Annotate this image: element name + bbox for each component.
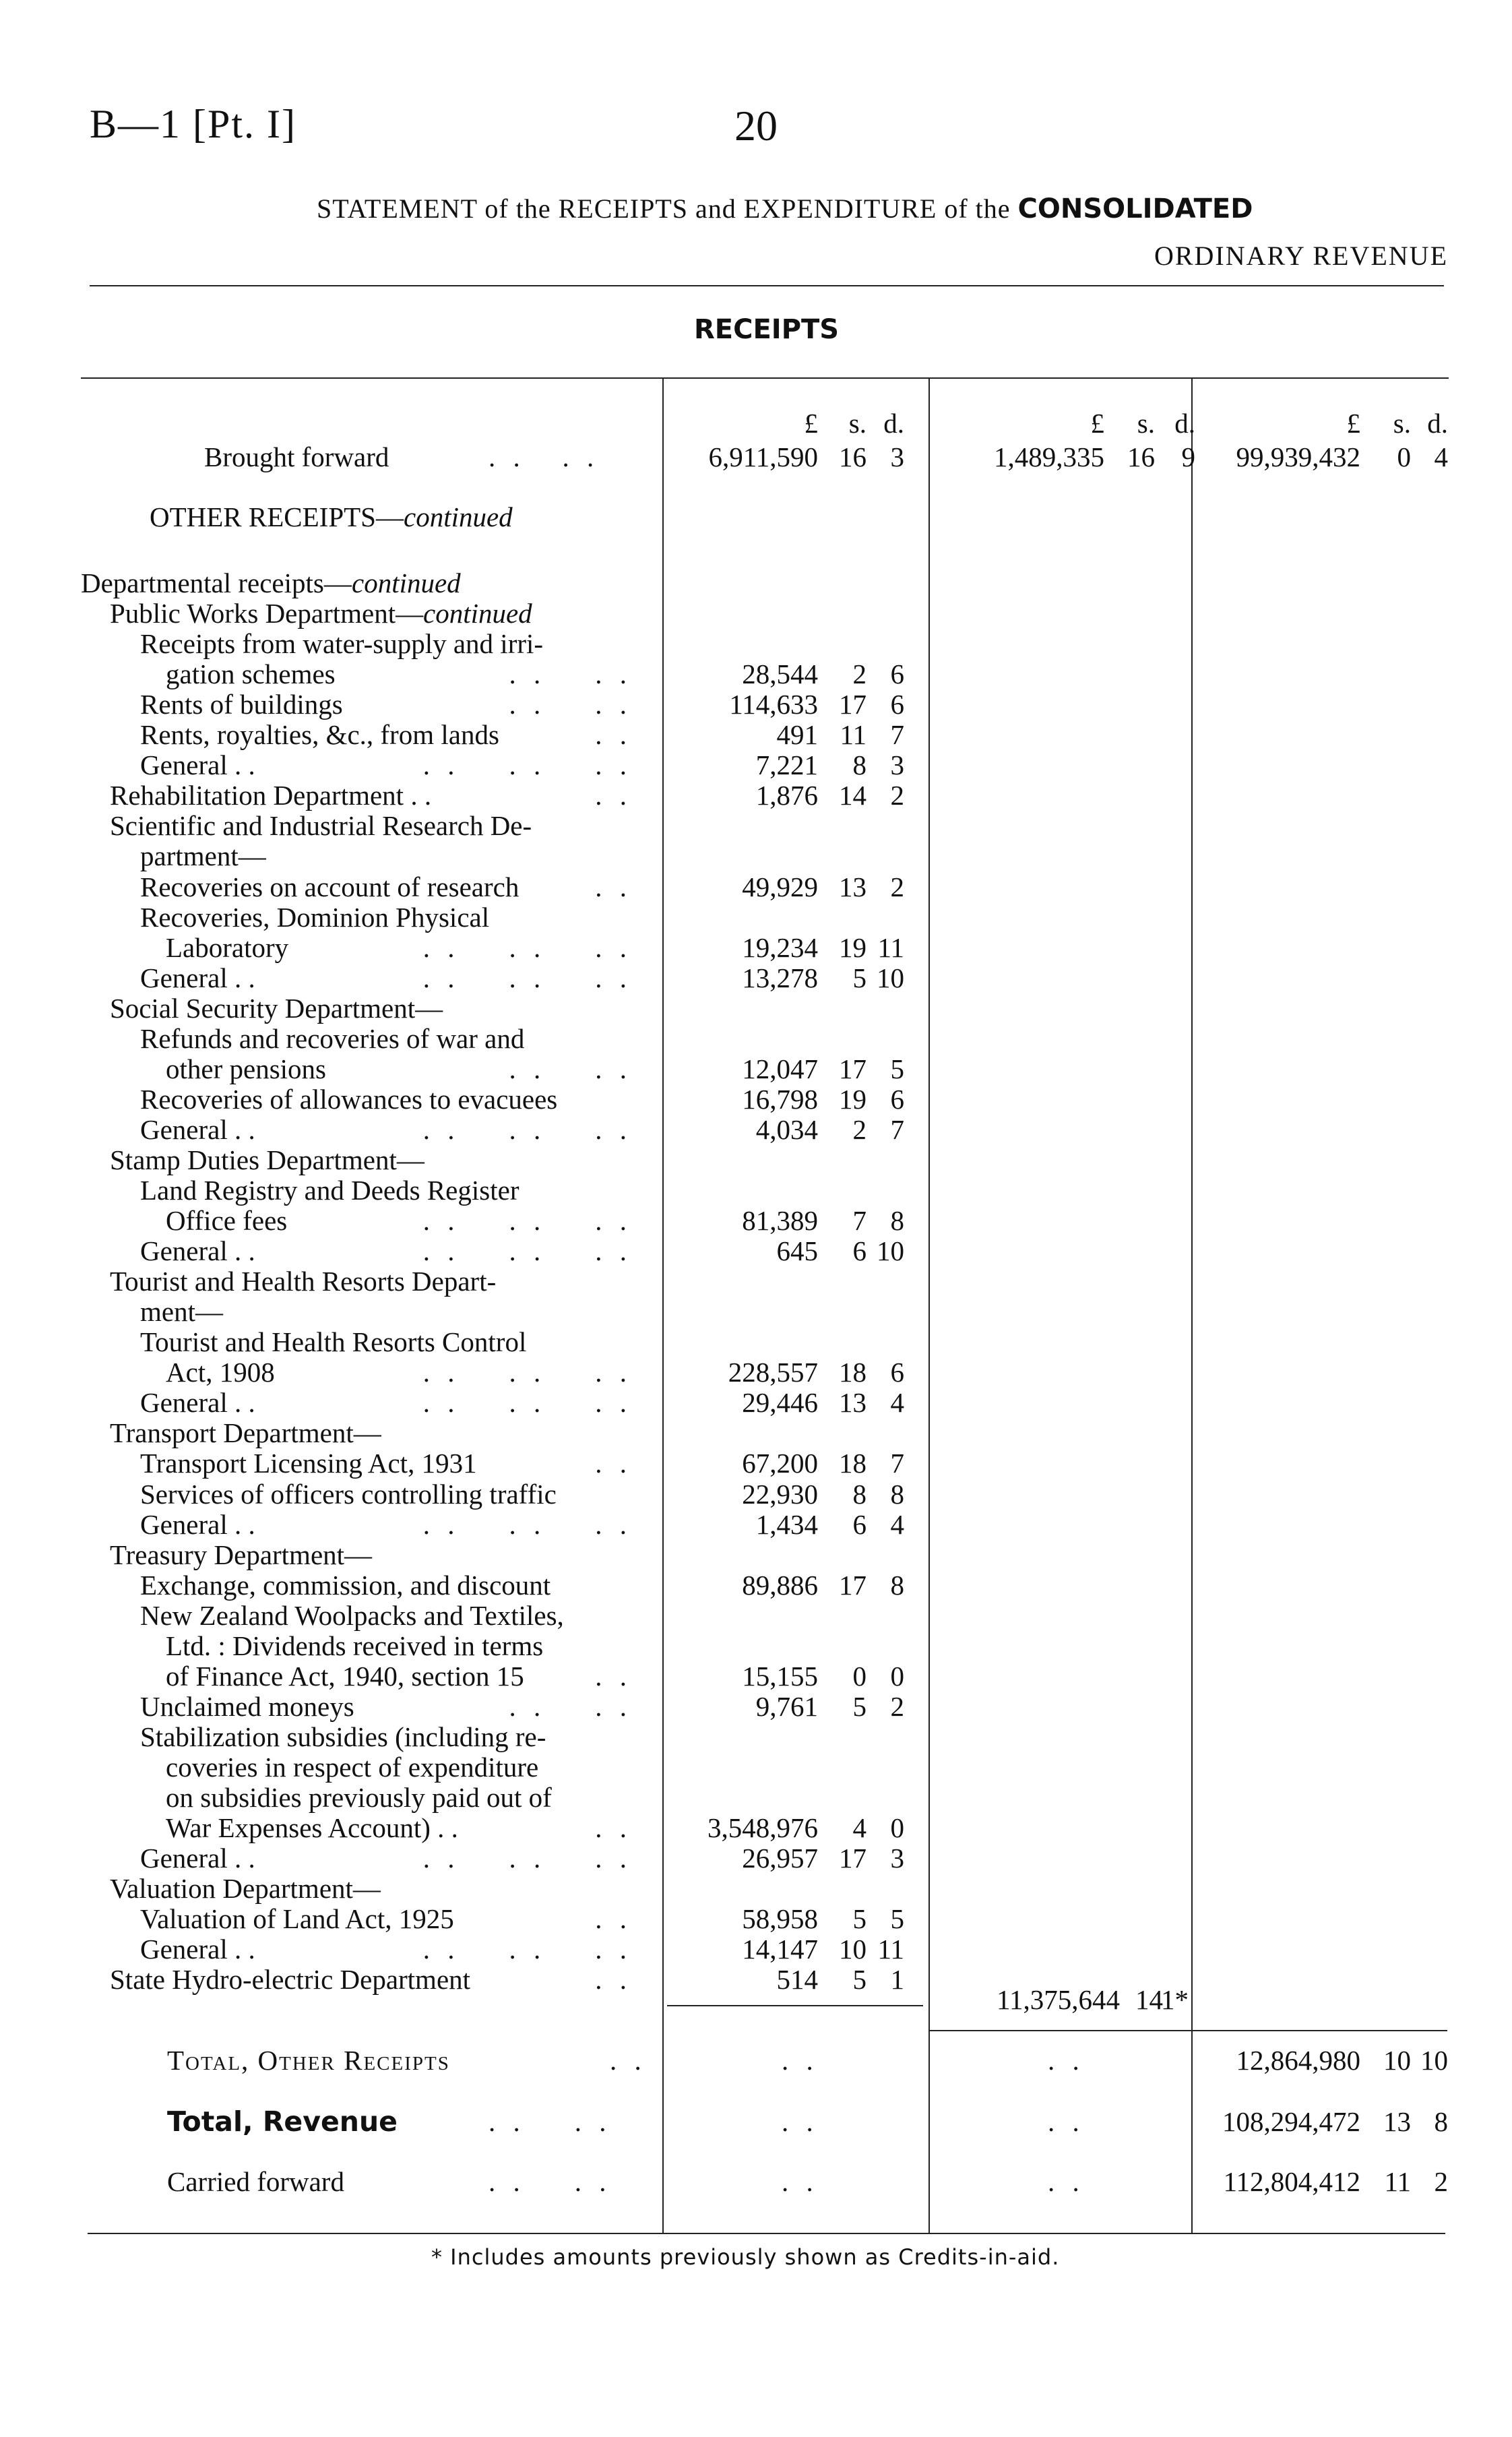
amount-pounds: 81,389 [742, 1205, 818, 1237]
amount-pounds: 15,155 [742, 1660, 818, 1692]
amount-shillings: 5 [852, 1964, 867, 1996]
leader-dots: . . [595, 1660, 632, 1692]
brought-forward-label: Brought forward [204, 441, 389, 472]
amount-pence: 4 [890, 1508, 904, 1540]
line-label: Valuation Department— [110, 1873, 381, 1905]
leader-dots: . . . . . . [422, 1934, 632, 1965]
amount-shillings: 4 [852, 1812, 867, 1844]
line-label: Valuation of Land Act, 1925 [140, 1903, 454, 1935]
list-item [0, 1722, 1512, 1752]
line-label: General . . [140, 1843, 255, 1874]
line-label: Refunds and recoveries of war and [140, 1022, 525, 1054]
amount-shillings: 6 [852, 1508, 867, 1540]
amount-pence: 3 [890, 749, 904, 781]
line-label: Laboratory [166, 931, 289, 963]
line-label: Treasury Department— [110, 1539, 373, 1570]
amount-shillings: 5 [852, 962, 867, 993]
line-label-italic: continued [352, 567, 461, 598]
amount-shillings: 14 [839, 780, 867, 811]
brought-forward-col1-pounds: 6,911,590 [708, 441, 818, 472]
amount-pence: 6 [890, 1083, 904, 1115]
brought-forward-col2-pence: 9 [1181, 441, 1195, 472]
leader-dots: . . . . [509, 1053, 632, 1084]
leader-dots: . . [595, 1903, 632, 1935]
line-label: General . . [140, 962, 255, 993]
amount-pence: 4 [890, 1387, 904, 1419]
line-label: Services of officers controlling traffic [140, 1478, 557, 1510]
brought-forward-col2-pounds: 1,489,335 [994, 441, 1104, 472]
brought-forward-col3-pence: 4 [1434, 441, 1448, 472]
list-item [0, 750, 1512, 780]
amount-pence: 7 [890, 1113, 904, 1145]
line-label: Rents, royalties, &c., from lands [140, 719, 499, 751]
leader-dots: . . . . . . [422, 1113, 632, 1145]
amount-pounds: 22,930 [742, 1478, 818, 1510]
line-label: Office fees [166, 1205, 288, 1237]
total-shillings: 13 [1383, 2106, 1411, 2137]
total-shillings: 11 [1384, 2166, 1411, 2197]
amount-pence: 10 [877, 1235, 904, 1267]
page-number: 20 [734, 102, 778, 150]
line-label: gation schemes [166, 658, 336, 690]
empty-cell-dots: . . [1048, 2045, 1085, 2076]
leader-dots: . . . . . . [422, 1843, 632, 1874]
amount-pence: 6 [890, 658, 904, 690]
line-label-italic: continued [423, 598, 532, 629]
amount-pounds: 114,633 [729, 689, 818, 720]
amount-pounds: 58,958 [742, 1903, 818, 1935]
list-item [0, 933, 1512, 963]
total-rule-col2 [928, 2030, 1191, 2031]
amount-pounds: 67,200 [742, 1448, 818, 1479]
line-label: on subsidies previously paid out of [166, 1782, 552, 1813]
list-item [0, 1054, 1512, 1084]
amount-shillings: 17 [839, 1843, 867, 1874]
leader-dots: . . [595, 871, 632, 902]
amount-pounds: 89,886 [742, 1569, 818, 1601]
line-label: Rehabilitation Department . . [110, 780, 432, 811]
amount-pence: 5 [890, 1903, 904, 1935]
subtotal-pence: 1* [1161, 1984, 1189, 2015]
amount-shillings: 19 [839, 1083, 867, 1115]
list-item [0, 1084, 1512, 1115]
leader-dots: . . . . [489, 2166, 612, 2197]
list-item [0, 1479, 1512, 1510]
amount-pounds: 49,929 [742, 871, 818, 902]
amount-pence: 10 [877, 962, 904, 993]
amount-shillings: 13 [839, 1387, 867, 1419]
line-label: ment— [140, 1296, 223, 1328]
line-label: General . . [140, 749, 255, 781]
leader-dots: . . [595, 1448, 632, 1479]
statement-title [317, 193, 1449, 224]
amount-pence: 11 [877, 1934, 904, 1965]
shilling-header: s. [1137, 408, 1155, 439]
total-rule-col3 [1191, 2030, 1447, 2031]
list-item [0, 1904, 1512, 1934]
list-item [0, 1175, 1512, 1206]
leader-dots: . . . . . . [422, 749, 632, 781]
amount-shillings: 2 [852, 1113, 867, 1145]
shilling-header: s. [1393, 408, 1411, 439]
amount-pounds: 28,544 [742, 658, 818, 690]
list-item [0, 1448, 1512, 1479]
amount-pounds: 1,434 [755, 1508, 818, 1540]
empty-cell-dots: . . [782, 2166, 819, 2197]
leader-dots: . . . . [489, 2106, 612, 2137]
leader-dots: . . . . [489, 441, 600, 472]
subtotal-pounds: 11,375,644 [997, 1984, 1120, 2015]
amount-shillings: 5 [852, 1690, 867, 1722]
line-label: Social Security Department— [110, 992, 443, 1024]
bottom-rule [88, 2233, 1445, 2234]
brought-forward-col1-pence: 3 [890, 441, 904, 472]
leader-dots: . . . . . . [422, 931, 632, 963]
line-label: Receipts from water-supply and irri- [140, 628, 544, 660]
currency-header-row [0, 408, 1512, 439]
amount-pence: 6 [890, 689, 904, 720]
line-label: Act, 1908 [166, 1357, 275, 1388]
footnote: * Includes amounts previously shown as Credits-in-aid. [431, 2244, 1060, 2270]
list-item [0, 1145, 1512, 1175]
amount-pounds: 9,761 [755, 1690, 818, 1722]
amount-pence: 2 [890, 871, 904, 902]
list-item [0, 1388, 1512, 1418]
line-label: Exchange, commission, and discount [140, 1569, 551, 1601]
pence-header: d. [1174, 408, 1195, 439]
empty-cell-dots: . . [782, 2106, 819, 2137]
section-heading: RECEIPTS [694, 314, 840, 345]
list-item [0, 1206, 1512, 1236]
list-item [0, 568, 1512, 598]
amount-shillings: 17 [839, 689, 867, 720]
amount-shillings: 2 [852, 658, 867, 690]
subtotal-row [0, 1985, 1512, 2015]
amount-pounds: 514 [776, 1964, 818, 1996]
amount-pence: 2 [890, 1690, 904, 1722]
amount-pounds: 7,221 [755, 749, 818, 781]
line-label: War Expenses Account) . . [166, 1812, 458, 1844]
amount-pounds: 29,446 [742, 1387, 818, 1419]
list-item [0, 1510, 1512, 1540]
list-item [0, 1692, 1512, 1722]
line-label: Scientific and Industrial Research De- [110, 810, 532, 842]
empty-cell-dots: . . [1048, 2166, 1085, 2197]
amount-shillings: 13 [839, 871, 867, 902]
amount-pence: 5 [890, 1053, 904, 1084]
header-rule [81, 377, 1449, 379]
amount-pounds: 1,876 [755, 780, 818, 811]
list-item [0, 1752, 1512, 1783]
total-pence: 2 [1434, 2166, 1448, 2197]
list-item [0, 1661, 1512, 1692]
other-receipts-prefix: OTHER RECEIPTS— [150, 501, 404, 532]
list-item [0, 1570, 1512, 1601]
amount-shillings: 0 [852, 1660, 867, 1692]
amount-pounds: 16,798 [742, 1083, 818, 1115]
leader-dots: . . [595, 1964, 632, 1996]
list-item [0, 1843, 1512, 1874]
amount-pence: 1 [890, 1964, 904, 1996]
leader-dots: . . [610, 2045, 647, 2076]
line-label: State Hydro-electric Department [110, 1964, 471, 1996]
list-item [0, 1601, 1512, 1631]
list-item [0, 689, 1512, 720]
brought-forward-col1-shillings: 16 [839, 441, 867, 472]
pound-header: £ [1090, 408, 1104, 439]
line-label: Stamp Duties Department— [110, 1144, 424, 1175]
list-item [0, 1236, 1512, 1266]
brought-forward-col3-pounds: 99,939,432 [1236, 441, 1360, 472]
amount-pence: 11 [877, 931, 904, 963]
line-label: coveries in respect of expenditure [166, 1751, 539, 1783]
list-item [0, 1934, 1512, 1965]
amount-shillings: 8 [852, 749, 867, 781]
line-label: Tourist and Health Resorts Control [140, 1326, 527, 1358]
line-label: General . . [140, 1934, 255, 1965]
amount-shillings: 17 [839, 1569, 867, 1601]
list-item [0, 1357, 1512, 1388]
list-item [0, 963, 1512, 993]
empty-cell-dots: . . [1048, 2106, 1085, 2137]
leader-dots: . . . . . . [422, 1508, 632, 1540]
line-label: General . . [140, 1387, 255, 1419]
list-item [0, 598, 1512, 629]
leader-dots: . . . . . . [422, 1205, 632, 1237]
leader-dots: . . . . . . [422, 1235, 632, 1267]
leader-dots: . . . . . . [422, 1357, 632, 1388]
list-item [0, 993, 1512, 1024]
line-label: General . . [140, 1508, 255, 1540]
amount-pence: 6 [890, 1357, 904, 1388]
leader-dots: . . [595, 1812, 632, 1844]
line-label: Departmental receipts— [81, 567, 352, 598]
list-item [0, 872, 1512, 902]
amount-pence: 8 [890, 1569, 904, 1601]
line-label: Land Registry and Deeds Register [140, 1175, 519, 1206]
pound-header: £ [1346, 408, 1360, 439]
amount-pounds: 14,147 [742, 1934, 818, 1965]
line-label: partment— [140, 840, 266, 872]
line-label: Transport Department— [110, 1417, 381, 1449]
title-bold: CONSOLIDATED [1017, 193, 1253, 224]
amount-pence: 7 [890, 1448, 904, 1479]
leader-dots: . . [595, 719, 632, 751]
line-label: Recoveries of allowances to evacuees [140, 1083, 558, 1115]
title-rule [90, 285, 1444, 286]
line-label: Recoveries on account of research [140, 871, 519, 902]
amount-shillings: 18 [839, 1357, 867, 1388]
list-item [0, 902, 1512, 933]
total-shillings: 10 [1383, 2045, 1411, 2076]
total-pence: 8 [1434, 2106, 1448, 2137]
line-label: Unclaimed moneys [140, 1690, 354, 1722]
list-item [0, 1327, 1512, 1357]
line-label: Ltd. : Dividends received in terms [166, 1630, 544, 1661]
total-pounds: 112,804,412 [1223, 2166, 1360, 2197]
amount-pence: 2 [890, 780, 904, 811]
amount-shillings: 6 [852, 1235, 867, 1267]
leader-dots: . . [595, 780, 632, 811]
amount-pounds: 491 [776, 719, 818, 751]
line-label: Public Works Department— [110, 598, 424, 629]
list-item [0, 1266, 1512, 1297]
leader-dots: . . . . [509, 658, 632, 690]
line-label: Stabilization subsidies (including re- [140, 1721, 546, 1752]
amount-shillings: 11 [840, 719, 867, 751]
total-row [0, 2167, 1512, 2197]
amount-pounds: 3,548,976 [707, 1812, 818, 1844]
list-item [0, 1631, 1512, 1661]
amount-shillings: 17 [839, 1053, 867, 1084]
line-label: General . . [140, 1235, 255, 1267]
list-item [0, 1024, 1512, 1054]
statement-subtitle: ORDINARY REVENUE [1154, 241, 1448, 271]
amount-pounds: 19,234 [742, 931, 818, 963]
amount-shillings: 5 [852, 1903, 867, 1935]
amount-shillings: 8 [852, 1478, 867, 1510]
subtotal-shillings: 14 [1135, 1984, 1163, 2015]
amount-shillings: 18 [839, 1448, 867, 1479]
brought-forward-col2-shillings: 16 [1127, 441, 1155, 472]
amount-shillings: 7 [852, 1205, 867, 1237]
total-pence: 10 [1420, 2045, 1448, 2076]
leader-dots: . . . . [509, 689, 632, 720]
brought-forward-row [0, 442, 1512, 472]
other-receipts-heading [0, 502, 1512, 532]
leader-dots: . . . . [509, 1690, 632, 1722]
amount-pounds: 26,957 [742, 1843, 818, 1874]
pence-header: d. [883, 408, 904, 439]
title-prefix: STATEMENT of the RECEIPTS and EXPENDITURE of the [317, 193, 1011, 224]
list-item [0, 629, 1512, 659]
total-label: Total, Other Receipts [167, 2045, 450, 2076]
amount-shillings: 19 [839, 931, 867, 963]
list-item [0, 841, 1512, 871]
amount-pence: 8 [890, 1205, 904, 1237]
amount-pounds: 645 [776, 1235, 818, 1267]
amount-pounds: 13,278 [742, 962, 818, 993]
line-label: Transport Licensing Act, 1931 [140, 1448, 477, 1479]
amount-pence: 8 [890, 1478, 904, 1510]
amount-shillings: 10 [839, 1934, 867, 1965]
list-item [0, 1418, 1512, 1448]
list-item [0, 1783, 1512, 1813]
shilling-header: s. [848, 408, 867, 439]
list-item [0, 1813, 1512, 1843]
amount-pence: 7 [890, 719, 904, 751]
total-label: Carried forward [167, 2166, 344, 2197]
list-item [0, 1115, 1512, 1145]
amount-pounds: 12,047 [742, 1053, 818, 1084]
empty-cell-dots: . . [782, 2045, 819, 2076]
line-label: Tourist and Health Resorts Depart- [110, 1266, 497, 1297]
list-item [0, 720, 1512, 750]
total-pounds: 12,864,980 [1236, 2045, 1360, 2076]
line-label: of Finance Act, 1940, section 15 [166, 1660, 524, 1692]
amount-pounds: 4,034 [755, 1113, 818, 1145]
leader-dots: . . . . . . [422, 1387, 632, 1419]
total-row [0, 2107, 1512, 2137]
list-item [0, 1297, 1512, 1327]
amount-pence: 3 [890, 1843, 904, 1874]
line-label: Recoveries, Dominion Physical [140, 901, 490, 933]
pound-header: £ [804, 408, 818, 439]
document-reference: B—1 [Pt. I] [90, 102, 296, 146]
leader-dots: . . . . . . [422, 962, 632, 993]
amount-pence: 0 [890, 1660, 904, 1692]
line-label: General . . [140, 1113, 255, 1145]
list-item [0, 780, 1512, 811]
line-label: other pensions [166, 1053, 326, 1084]
amount-pence: 0 [890, 1812, 904, 1844]
total-pounds: 108,294,472 [1222, 2106, 1360, 2137]
list-item [0, 1540, 1512, 1570]
list-item [0, 811, 1512, 841]
brought-forward-col3-shillings: 0 [1397, 441, 1411, 472]
total-label: Total, Revenue [167, 2105, 398, 2138]
line-label: Rents of buildings [140, 689, 343, 720]
pence-header: d. [1427, 408, 1448, 439]
list-item [0, 1874, 1512, 1904]
total-row [0, 2045, 1512, 2076]
amount-pounds: 228,557 [728, 1357, 818, 1388]
list-item [0, 659, 1512, 689]
line-label: New Zealand Woolpacks and Textiles, [140, 1599, 564, 1631]
other-receipts-suffix: continued [404, 501, 513, 532]
